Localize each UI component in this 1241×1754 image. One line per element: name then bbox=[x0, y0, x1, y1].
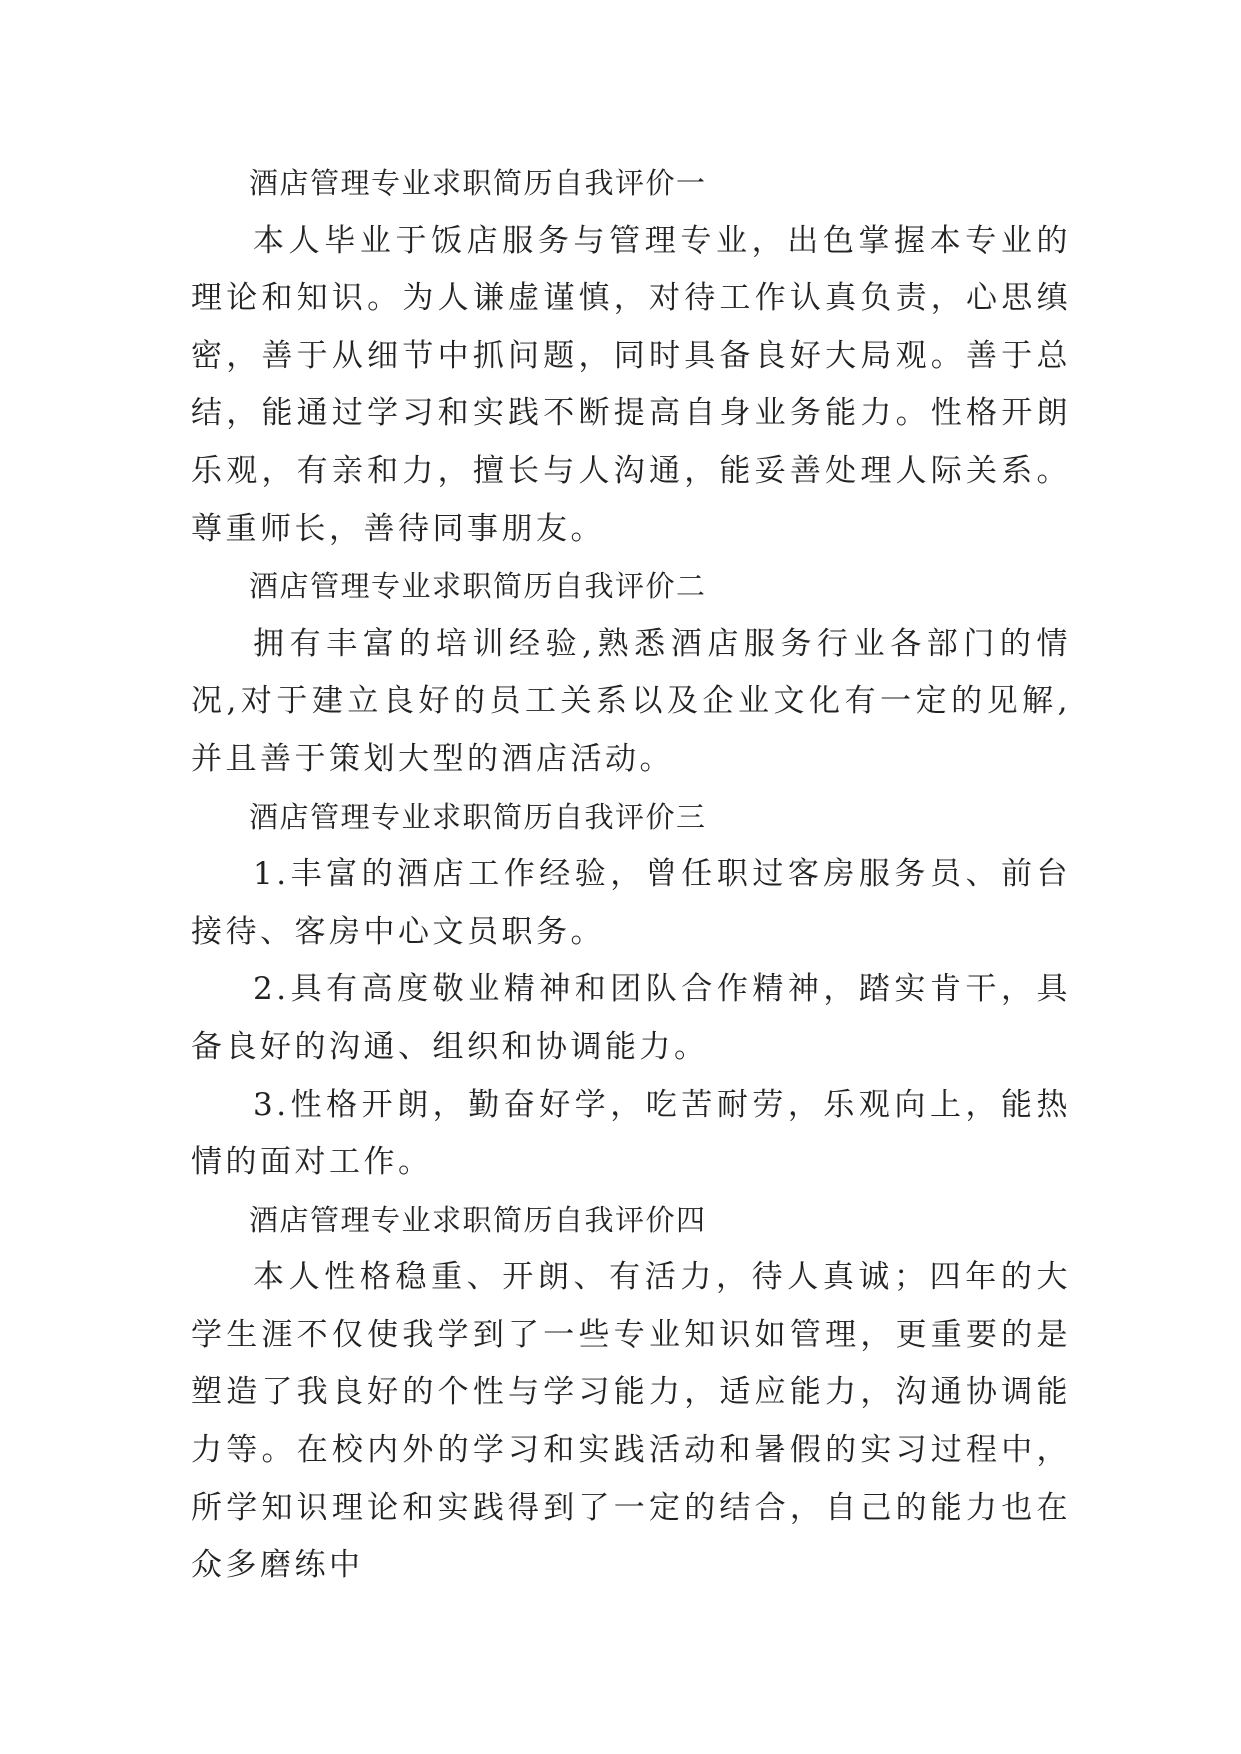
document-body bbox=[191, 155, 1071, 1595]
section-heading-2: 酒店管理专业求职简历自我评价二 bbox=[249, 569, 707, 604]
section-3-item-2: 2.具有高度敬业精神和团队合作精神，踏实肯干，具备良好的沟通、组织和协调能力。 bbox=[191, 971, 1071, 1065]
section-2-paragraph: 拥有丰富的培训经验,熟悉酒店服务行业各部门的情况,对于建立良好的员工关系以及企业文化有一定的见解,并且善于策划大型的酒店活动。 bbox=[191, 625, 1071, 777]
section-heading-3: 酒店管理专业求职简历自我评价三 bbox=[249, 799, 707, 834]
section-1-paragraph: 本人毕业于饭店服务与管理专业，出色掌握本专业的理论和知识。为人谦虚谨慎，对待工作认真负责，心思缜密，善于从细节中抓问题，同时具备良好大局观。善于总结，能通过学习和实践不断提高自身业务能力。性格开朗乐观，有亲和力，擅长与人沟通，能妥善处理人际关系。尊重师长，善待同事朋友。 bbox=[191, 222, 1071, 547]
section-3-item-3: 3.性格开朗，勤奋好学，吃苦耐劳，乐观向上，能热情的面对工作。 bbox=[191, 1086, 1071, 1181]
section-4-paragraph: 本人性格稳重、开朗、有活力，待人真诚；四年的大学生涯不仅使我学到了一些专业知识如管理，更重要的是塑造了我良好的个性与学习能力，适应能力，沟通协调能力等。在校内外的学习和实践活动和暑假的实习过程中，所学知识理论和实践得到了一定的结合，自己的能力也在众多磨练中 bbox=[191, 1259, 1071, 1584]
section-heading-4: 酒店管理专业求职简历自我评价四 bbox=[249, 1202, 707, 1237]
section-heading-1: 酒店管理专业求职简历自我评价一 bbox=[249, 166, 707, 200]
section-3-item-1: 1.丰富的酒店工作经验，曾任职过客房服务员、前台接待、客房中心文员职务。 bbox=[191, 856, 1071, 950]
